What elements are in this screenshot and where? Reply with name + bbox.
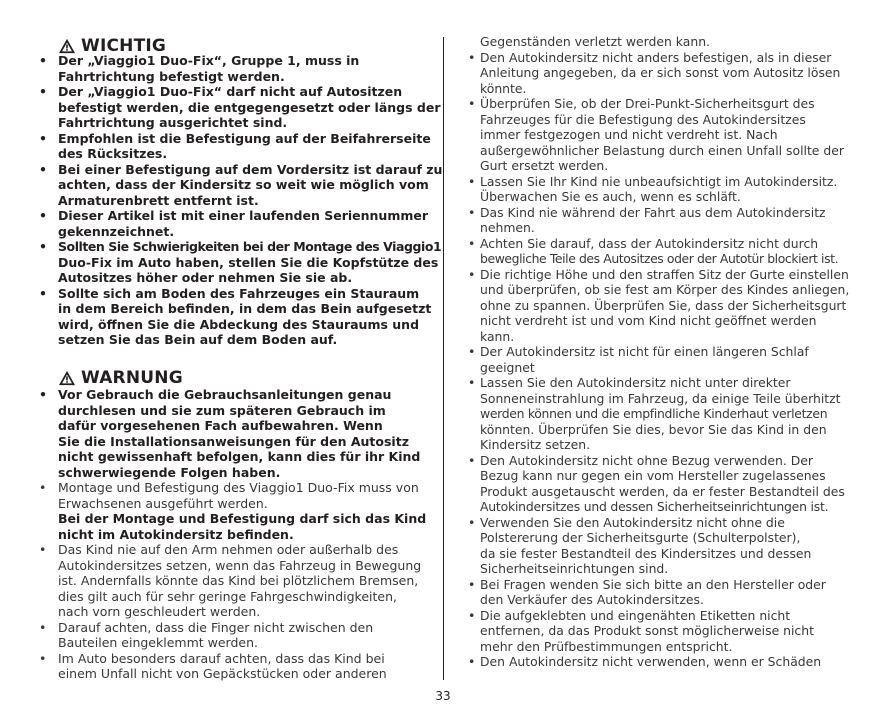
text-line: Dieser Artikel ist mit einer laufenden Seriennummer xyxy=(58,208,429,223)
bullet: • xyxy=(468,235,476,251)
list-item xyxy=(37,651,435,682)
list-item xyxy=(468,96,856,174)
text-line: Anleitung angegeben, da er sich sonst vom Autositz lösen xyxy=(480,65,841,80)
bullet: • xyxy=(468,49,476,65)
bullet: • xyxy=(468,204,476,220)
text-line: einem Unfall nicht von Gepäckstücken oder anderen xyxy=(58,666,387,681)
text-line: setzen Sie das Bein auf dem Boden auf. xyxy=(58,332,338,347)
text-line: Den Autokindersitz nicht ohne Bezug verwenden. Der xyxy=(480,452,814,468)
bullet: • xyxy=(39,650,47,666)
list-item-continuation xyxy=(468,34,856,50)
list-item xyxy=(468,375,856,453)
text-line: Bei der Montage und Befestigung darf sich das Kind xyxy=(58,511,427,526)
list-item xyxy=(37,620,435,651)
bullet: • xyxy=(468,452,476,468)
text-line: Bauteilen eingeklemmt werden. xyxy=(58,635,258,650)
text-line: des Rücksitzes. xyxy=(58,146,168,161)
text-line: Produkt ausgetauscht werden, da er fester Bestandteil des xyxy=(480,483,845,499)
text-line: könnte. xyxy=(480,80,527,96)
list-item xyxy=(468,205,856,236)
list-item xyxy=(37,84,441,131)
text-line: Fahrtrichtung befestigt werden. xyxy=(58,68,285,84)
text-line: da sie fester Bestandteil des Kindersitzes und dessen xyxy=(480,545,812,561)
list-item xyxy=(468,267,856,345)
bullet: • xyxy=(39,239,47,254)
text-line: Sollten Sie Schwierigkeiten bei der Montage des Viaggio1 xyxy=(58,239,442,254)
list-item xyxy=(37,542,435,620)
list-item xyxy=(468,50,856,97)
text-line: Bei einer Befestigung auf dem Vordersitz ist darauf zu xyxy=(58,161,443,177)
text-line: gekennzeichnet. xyxy=(58,223,175,239)
text-line: Lassen Sie Ihr Kind nie unbeaufsichtigt im Autokindersitz. xyxy=(480,173,838,189)
list-item xyxy=(37,387,435,480)
list-item xyxy=(468,577,856,608)
column-divider xyxy=(443,37,444,680)
text-line: Bei Fragen wenden Sie sich bitte an den Hersteller oder xyxy=(480,576,826,592)
text-line: bewegliche Teile des Autositzes oder der Autotür blockiert ist. xyxy=(480,251,839,266)
text-line: nicht im Autokindersitz befinden. xyxy=(58,526,294,542)
warning-triangle-icon xyxy=(58,370,76,386)
bullet: • xyxy=(468,344,476,359)
text-line: Sollte sich am Boden des Fahrzeuges ein Stauraum xyxy=(58,285,420,301)
text-line: Die richtige Höhe und den straffen Sitz der Gurte einstellen xyxy=(480,266,849,282)
list-item-continuation xyxy=(37,511,435,542)
text-line: Duo-Fix im Auto haben, stellen Sie die Kopfstütze des xyxy=(58,254,439,270)
bullet: • xyxy=(468,96,476,111)
text-line: Der „Viaggio1 Duo-Fix“, Gruppe 1, muss in xyxy=(58,53,360,68)
wichtig-title: WICHTIG xyxy=(81,36,167,56)
text-line: entfernen, da das Produkt sonst möglicherweise nicht xyxy=(480,623,814,638)
text-line: Das Kind nie auf den Arm nehmen oder außerhalb des xyxy=(58,542,399,557)
text-line: immer festgezogen und nicht verdreht ist. Nach xyxy=(480,127,778,142)
bullet: • xyxy=(468,375,476,390)
text-line: achten, dass der Kindersitz so weit wie möglich vom xyxy=(58,177,429,192)
text-line: Sie die Installationsanweisungen für den Autositz xyxy=(58,433,409,449)
text-line: kann. xyxy=(480,328,515,344)
text-line: Polstererung der Sicherheitsgurte (Schulterpolster), xyxy=(480,530,801,545)
text-line: Gurt ersetzt werden. xyxy=(480,158,609,173)
bullet: • xyxy=(39,542,47,557)
text-line: durchlesen und sie zum späteren Gebrauch im xyxy=(58,402,386,418)
bullet: • xyxy=(39,130,47,146)
list-item xyxy=(37,208,435,239)
text-line: Empfohlen ist die Befestigung auf der Beifahrerseite xyxy=(58,130,431,146)
text-line: geeignet xyxy=(480,359,535,375)
warning-triangle-icon xyxy=(58,38,76,54)
list-item xyxy=(37,286,435,348)
text-line: nehmen. xyxy=(480,220,535,235)
bullet: • xyxy=(39,84,47,99)
text-line: Sonneneinstrahlung im Fahrzeug, da einige Teile überhitzt xyxy=(480,390,841,406)
text-line: mehr den Prüfbestimmungen entspricht. xyxy=(480,638,733,654)
text-line: und überprüfen, ob sie fest am Körper des Kindes anliegen, xyxy=(480,282,850,297)
text-line: Erwachsenen ausgeführt werden. xyxy=(58,495,268,511)
text-line: Montage und Befestigung des Viaggio1 Duo-Fix muss von xyxy=(58,480,419,495)
list-item xyxy=(468,453,856,515)
text-line: in dem Bereich befinden, in dem das Bein aufgesetzt xyxy=(58,301,432,316)
text-line: könnten. Überprüfen Sie dies, bevor Sie das Kind in den xyxy=(480,421,827,437)
right-list xyxy=(468,34,856,670)
bullet: • xyxy=(39,53,47,68)
text-line: schwerwiegende Folgen haben. xyxy=(58,464,281,480)
text-line: Fahrzeuges für die Befestigung des Autokindersitzes xyxy=(480,111,806,127)
text-line: dafür vorgesehenen Fach aufbewahren. Wenn xyxy=(58,418,383,433)
text-line: Sicherheitseinrichtungen sind. xyxy=(480,561,669,576)
text-line: nicht verdreht ist und vom Kind nicht geöffnet werden xyxy=(480,313,817,328)
text-line: Lassen Sie den Autokindersitz nicht unter direkter xyxy=(480,375,791,390)
text-line: werden können und die empfindliche Kinderhaut verletzen xyxy=(480,406,828,421)
text-line: Die aufgeklebten und eingenähten Etiketten nicht xyxy=(480,607,791,623)
bullet: • xyxy=(39,619,47,635)
text-line: Vor Gebrauch die Gebrauchsanleitungen genau xyxy=(58,387,392,402)
list-item xyxy=(468,174,856,205)
list-item xyxy=(468,515,856,577)
list-item xyxy=(37,239,442,286)
text-line: Der „Viaggio1 Duo-Fix“ darf nicht auf Autositzen xyxy=(58,84,403,99)
text-line: Darauf achten, dass die Finger nicht zwischen den xyxy=(58,619,374,635)
bullet: • xyxy=(468,576,476,592)
text-line: Gegenständen verletzt werden kann. xyxy=(480,34,710,49)
list-item xyxy=(468,654,856,670)
text-line: Den Autokindersitz nicht verwenden, wenn er Schäden xyxy=(480,654,822,669)
text-line: Das Kind nie während der Fahrt aus dem Autokindersitz xyxy=(480,204,826,220)
warnung-title: WARNUNG xyxy=(81,368,183,388)
bullet: • xyxy=(39,285,47,301)
list-item xyxy=(468,236,856,267)
text-line: Überprüfen Sie, ob der Drei-Punkt-Sicherheitsgurt des xyxy=(480,96,815,111)
bullet: • xyxy=(39,387,47,402)
list-item xyxy=(37,53,435,84)
text-line: Fahrtrichtung ausgerichtet sind. xyxy=(58,115,288,130)
text-line: Autositzes höher oder nehmen Sie sie ab. xyxy=(58,270,353,285)
text-line: Achten Sie darauf, dass der Autokindersitz nicht durch xyxy=(480,235,819,251)
wichtig-list xyxy=(37,53,443,348)
text-line: Bezug kann nur gegen ein vom Hersteller zugelassenes xyxy=(480,468,826,483)
text-line: nicht gewissenhaft befolgen, kann dies für ihr Kind xyxy=(58,449,421,464)
list-item xyxy=(37,480,435,511)
text-line: ohne zu spannen. Überprüfen Sie, dass der Sicherheitsgurt xyxy=(480,297,847,313)
bullet: • xyxy=(468,514,476,530)
text-line: dies gilt auch für sehr geringe Fahrgeschwindigkeiten, xyxy=(58,588,398,604)
bullet: • xyxy=(468,173,476,189)
bullet: • xyxy=(39,161,47,177)
list-item xyxy=(37,131,435,162)
text-line: Verwenden Sie den Autokindersitz nicht ohne die xyxy=(480,514,785,530)
bullet: • xyxy=(468,654,476,669)
text-line: nach vorn geschleudert werden. xyxy=(58,604,261,619)
text-line: Autokindersitzes und dessen Sicherheitseinrichtungen ist. xyxy=(480,499,829,514)
text-line: wird, öffnen Sie die Abdeckung des Stauraums und xyxy=(58,316,420,332)
text-line: Überwachen Sie es auch, wenn es schläft. xyxy=(480,189,741,204)
bullet: • xyxy=(468,266,476,282)
bullet: • xyxy=(39,208,47,223)
text-line: ist. Andernfalls könnte das Kind bei plötzlichem Bremsen, xyxy=(58,573,419,588)
text-line: Kindersitz setzen. xyxy=(480,437,591,452)
text-line: Der Autokindersitz ist nicht für einen längeren Schlaf xyxy=(480,344,809,359)
warnung-list xyxy=(37,387,435,682)
text-line: Im Auto besonders darauf achten, dass das Kind bei xyxy=(58,650,385,666)
list-item xyxy=(468,344,856,375)
text-line: befestigt werden, die entgegengesetzt oder längs der xyxy=(58,99,441,115)
text-line: Armaturenbrett entfernt ist. xyxy=(58,192,259,208)
page-number: 33 xyxy=(435,689,451,703)
text-line: Den Autokindersitz nicht anders befestigen, als in dieser xyxy=(480,49,832,65)
right-column xyxy=(468,34,856,670)
list-item xyxy=(37,161,443,209)
list-item xyxy=(468,608,856,655)
text-line: außergewöhnlicher Belastung durch einen Unfall sollte der xyxy=(480,142,844,158)
text-line: den Verkäufer des Autokindersitzes. xyxy=(480,592,704,607)
bullet: • xyxy=(468,607,476,623)
text-line: Autokindersitzes setzen, wenn das Fahrzeug in Bewegung xyxy=(58,557,422,573)
bullet: • xyxy=(39,480,47,495)
